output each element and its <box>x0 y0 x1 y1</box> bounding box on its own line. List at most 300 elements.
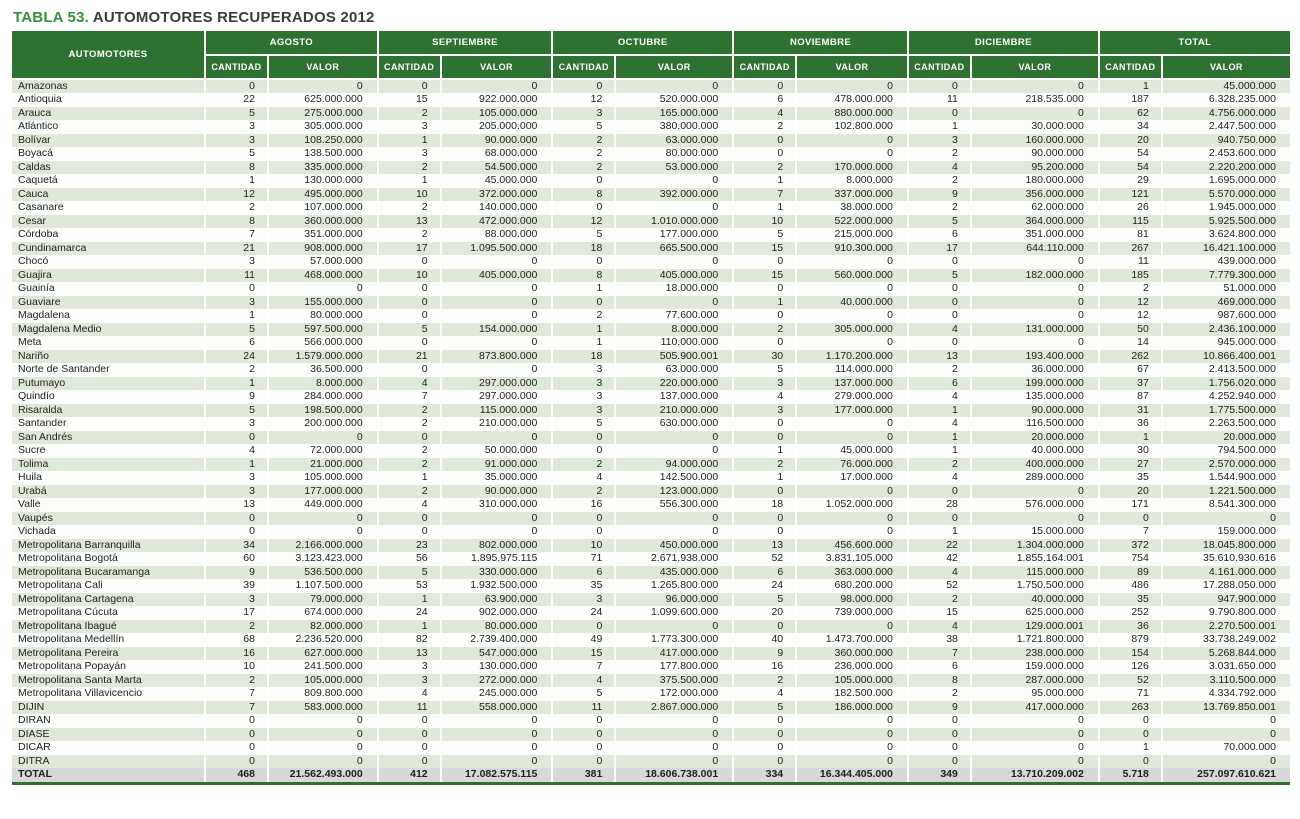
cantidad-value: 20 <box>1099 134 1162 148</box>
row-label: Metropolitana Popayán <box>12 660 205 674</box>
cantidad-value: 36 <box>1099 417 1162 431</box>
valor-value: 392.000.000 <box>615 188 733 202</box>
cantidad-value: 0 <box>205 431 268 445</box>
cantidad-value: 9 <box>205 390 268 404</box>
valor-value: 0 <box>1162 714 1290 728</box>
valor-value: 45.000.000 <box>796 444 908 458</box>
valor-value: 922.000.000 <box>441 93 553 107</box>
valor-value: 1.099.600.000 <box>615 606 733 620</box>
table-row <box>12 174 1290 188</box>
cantidad-value: 0 <box>378 79 441 93</box>
cantidad-value: 7 <box>205 701 268 715</box>
cantidad-value: 0 <box>733 336 796 350</box>
cantidad-value: 8 <box>552 269 615 283</box>
valor-value: 140.000.000 <box>441 201 553 215</box>
table-row <box>12 107 1290 121</box>
cantidad-value: 0 <box>908 728 971 742</box>
cantidad-value: 0 <box>1099 512 1162 526</box>
column-header-cantidad: CANTIDAD <box>1099 55 1162 79</box>
valor-value: 62.000.000 <box>971 201 1099 215</box>
cantidad-value: 1 <box>908 431 971 445</box>
cantidad-value: 4 <box>908 417 971 431</box>
valor-value: 0 <box>441 296 553 310</box>
cantidad-value: 16 <box>733 660 796 674</box>
table-row <box>12 687 1290 701</box>
valor-value: 177.000.000 <box>796 404 908 418</box>
cantidad-value: 3 <box>733 404 796 418</box>
cantidad-value: 3 <box>552 404 615 418</box>
valor-value: 945.000.000 <box>1162 336 1290 350</box>
cantidad-value: 13 <box>908 350 971 364</box>
valor-value: 10.866.400.001 <box>1162 350 1290 364</box>
cantidad-value: 4 <box>378 377 441 391</box>
table-row <box>12 539 1290 553</box>
cantidad-value: 1 <box>378 134 441 148</box>
valor-value: 665.500.000 <box>615 242 733 256</box>
cantidad-value: 30 <box>1099 444 1162 458</box>
valor-value: 105.000.000 <box>796 674 908 688</box>
cantidad-value: 68 <box>205 633 268 647</box>
valor-value: 9.790.800.000 <box>1162 606 1290 620</box>
valor-value: 337.000.000 <box>796 188 908 202</box>
cantidad-value: 5 <box>205 404 268 418</box>
valor-value: 107.000.000 <box>268 201 378 215</box>
cantidad-value: 54 <box>1099 147 1162 161</box>
cantidad-value: 2 <box>205 620 268 634</box>
table-row <box>12 606 1290 620</box>
valor-value: 0 <box>615 728 733 742</box>
row-label: Caquetá <box>12 174 205 188</box>
valor-value: 0 <box>1162 755 1290 769</box>
table-row <box>12 566 1290 580</box>
row-label: Nariño <box>12 350 205 364</box>
cantidad-value: 22 <box>908 539 971 553</box>
valor-value: 625.000.000 <box>971 606 1099 620</box>
valor-value: 947.900.000 <box>1162 593 1290 607</box>
valor-value: 80.000.000 <box>441 620 553 634</box>
table-row <box>12 620 1290 634</box>
column-header-cantidad: CANTIDAD <box>378 55 441 79</box>
cantidad-value: 0 <box>205 512 268 526</box>
table-row <box>12 188 1290 202</box>
table-row <box>12 120 1290 134</box>
column-header-automotores: AUTOMOTORES <box>12 31 205 79</box>
valor-value: 0 <box>796 147 908 161</box>
table-row <box>12 215 1290 229</box>
valor-value: 102.800.000 <box>796 120 908 134</box>
valor-value: 2.166.000.000 <box>268 539 378 553</box>
cantidad-value: 372 <box>1099 539 1162 553</box>
row-label: Cauca <box>12 188 205 202</box>
cantidad-value: 0 <box>378 728 441 742</box>
valor-value: 435.000.000 <box>615 566 733 580</box>
valor-value: 159.000.000 <box>971 660 1099 674</box>
valor-value: 0 <box>971 485 1099 499</box>
valor-value: 218.535.000 <box>971 93 1099 107</box>
cantidad-value: 0 <box>908 336 971 350</box>
valor-value: 4.252.940.000 <box>1162 390 1290 404</box>
cantidad-value: 67 <box>1099 363 1162 377</box>
valor-value: 129.000.001 <box>971 620 1099 634</box>
valor-value: 495.000.000 <box>268 188 378 202</box>
cantidad-value: 52 <box>733 552 796 566</box>
cantidad-value: 18 <box>733 498 796 512</box>
valor-value: 940.750.000 <box>1162 134 1290 148</box>
valor-value: 210.000.000 <box>615 404 733 418</box>
valor-value: 220.000.000 <box>615 377 733 391</box>
valor-value: 94.000.000 <box>615 458 733 472</box>
cantidad-value: 0 <box>908 282 971 296</box>
valor-value: 439.000.000 <box>1162 255 1290 269</box>
cantidad-value: 0 <box>733 525 796 539</box>
cantidad-value: 4 <box>908 323 971 337</box>
cantidad-value: 381 <box>552 768 615 783</box>
valor-value: 520.000.000 <box>615 93 733 107</box>
row-label: Córdoba <box>12 228 205 242</box>
valor-value: 160.000.000 <box>971 134 1099 148</box>
cantidad-value: 50 <box>1099 323 1162 337</box>
valor-value: 18.606.738.001 <box>615 768 733 783</box>
valor-value: 1.932.500.000 <box>441 579 553 593</box>
valor-value: 4.756.000.000 <box>1162 107 1290 121</box>
cantidad-value: 28 <box>908 498 971 512</box>
valor-value: 18.000.000 <box>615 282 733 296</box>
valor-value: 363.000.000 <box>796 566 908 580</box>
cantidad-value: 0 <box>733 431 796 445</box>
valor-value: 205.000.000 <box>441 120 553 134</box>
cantidad-value: 4 <box>733 687 796 701</box>
valor-value: 380.000.000 <box>615 120 733 134</box>
cantidad-value: 62 <box>1099 107 1162 121</box>
row-label: Quindío <box>12 390 205 404</box>
cantidad-value: 21 <box>205 242 268 256</box>
valor-value: 456.600.000 <box>796 539 908 553</box>
table-row <box>12 296 1290 310</box>
cantidad-value: 1 <box>1099 741 1162 755</box>
row-label: Bolívar <box>12 134 205 148</box>
valor-value: 0 <box>971 728 1099 742</box>
valor-value: 356.000.000 <box>971 188 1099 202</box>
valor-value: 0 <box>615 714 733 728</box>
valor-value: 472.000.000 <box>441 215 553 229</box>
valor-value: 0 <box>268 741 378 755</box>
cantidad-value: 2 <box>1099 282 1162 296</box>
valor-value: 154.000.000 <box>441 323 553 337</box>
cantidad-value: 27 <box>1099 458 1162 472</box>
valor-value: 1.773.300.000 <box>615 633 733 647</box>
table-row <box>12 255 1290 269</box>
cantidad-value: 1 <box>378 174 441 188</box>
valor-value: 2.236.520.000 <box>268 633 378 647</box>
valor-value: 375.500.000 <box>615 674 733 688</box>
valor-value: 560.000.000 <box>796 269 908 283</box>
cantidad-value: 0 <box>733 417 796 431</box>
cantidad-value: 38 <box>908 633 971 647</box>
cantidad-value: 10 <box>552 539 615 553</box>
cantidad-value: 0 <box>378 431 441 445</box>
valor-value: 272.000.000 <box>441 674 553 688</box>
valor-value: 1.855.164.001 <box>971 552 1099 566</box>
valor-value: 0 <box>971 741 1099 755</box>
row-label: Meta <box>12 336 205 350</box>
cantidad-value: 24 <box>733 579 796 593</box>
valor-value: 0 <box>796 255 908 269</box>
cantidad-value: 11 <box>908 93 971 107</box>
cantidad-value: 7 <box>205 687 268 701</box>
valor-value: 2.570.000.000 <box>1162 458 1290 472</box>
valor-value: 30.000.000 <box>971 120 1099 134</box>
cantidad-value: 2 <box>552 309 615 323</box>
cantidad-value: 0 <box>552 620 615 634</box>
cantidad-value: 71 <box>1099 687 1162 701</box>
cantidad-value: 187 <box>1099 93 1162 107</box>
valor-value: 3.831.105.000 <box>796 552 908 566</box>
cantidad-value: 39 <box>205 579 268 593</box>
cantidad-value: 89 <box>1099 566 1162 580</box>
table-row <box>12 363 1290 377</box>
cantidad-value: 7 <box>733 188 796 202</box>
cantidad-value: 9 <box>205 566 268 580</box>
cantidad-value: 20 <box>733 606 796 620</box>
valor-value: 2.220.200.000 <box>1162 161 1290 175</box>
valor-value: 597.500.000 <box>268 323 378 337</box>
cantidad-value: 15 <box>733 269 796 283</box>
valor-value: 802.000.000 <box>441 539 553 553</box>
row-label: Guaviare <box>12 296 205 310</box>
cantidad-value: 5 <box>552 417 615 431</box>
valor-value: 1.052.000.000 <box>796 498 908 512</box>
valor-value: 469.000.000 <box>1162 296 1290 310</box>
cantidad-value: 0 <box>733 282 796 296</box>
cantidad-value: 8 <box>552 188 615 202</box>
valor-value: 576.000.000 <box>971 498 1099 512</box>
column-header-valor: VALOR <box>268 55 378 79</box>
cantidad-value: 4 <box>378 687 441 701</box>
valor-value: 1.895.975.115 <box>441 552 553 566</box>
column-header-valor: VALOR <box>796 55 908 79</box>
row-label: Atlántico <box>12 120 205 134</box>
cantidad-value: 185 <box>1099 269 1162 283</box>
cantidad-value: 0 <box>552 296 615 310</box>
valor-value: 95.200.000 <box>971 161 1099 175</box>
row-label: Vaupés <box>12 512 205 526</box>
valor-value: 2.413.500.000 <box>1162 363 1290 377</box>
cantidad-value: 1 <box>552 282 615 296</box>
valor-value: 8.541.300.000 <box>1162 498 1290 512</box>
cantidad-value: 53 <box>378 579 441 593</box>
row-label: Metropolitana Ibagué <box>12 620 205 634</box>
cantidad-value: 3 <box>378 660 441 674</box>
row-label: Valle <box>12 498 205 512</box>
valor-value: 40.000.000 <box>971 444 1099 458</box>
cantidad-value: 4 <box>205 444 268 458</box>
cantidad-value: 7 <box>205 228 268 242</box>
valor-value: 0 <box>615 201 733 215</box>
cantidad-value: 1 <box>552 323 615 337</box>
cantidad-value: 0 <box>552 79 615 93</box>
table-header <box>12 31 1290 79</box>
valor-value: 88.000.000 <box>441 228 553 242</box>
total-row <box>12 768 1290 783</box>
valor-value: 6.328.235.000 <box>1162 93 1290 107</box>
valor-value: 36.000.000 <box>971 363 1099 377</box>
cantidad-value: 0 <box>1099 714 1162 728</box>
cantidad-value: 3 <box>378 674 441 688</box>
valor-value: 0 <box>971 336 1099 350</box>
cantidad-value: 2 <box>552 485 615 499</box>
cantidad-value: 4 <box>733 107 796 121</box>
valor-value: 50.000.000 <box>441 444 553 458</box>
valor-value: 13.769.850.001 <box>1162 701 1290 715</box>
row-label: Tolima <box>12 458 205 472</box>
cantidad-value: 0 <box>908 512 971 526</box>
valor-value: 3.031.650.000 <box>1162 660 1290 674</box>
cantidad-value: 7 <box>552 660 615 674</box>
valor-value: 135.000.000 <box>971 390 1099 404</box>
cantidad-value: 0 <box>552 431 615 445</box>
valor-value: 1.775.500.000 <box>1162 404 1290 418</box>
valor-value: 0 <box>441 431 553 445</box>
valor-value: 0 <box>615 444 733 458</box>
valor-value: 522.000.000 <box>796 215 908 229</box>
cantidad-value: 13 <box>378 647 441 661</box>
valor-value: 90.000.000 <box>441 134 553 148</box>
table-body <box>12 79 1290 768</box>
valor-value: 0 <box>1162 728 1290 742</box>
valor-value: 0 <box>796 755 908 769</box>
valor-value: 405.000.000 <box>615 269 733 283</box>
valor-value: 297.000.000 <box>441 390 553 404</box>
row-label: Urabá <box>12 485 205 499</box>
cantidad-value: 9 <box>908 701 971 715</box>
valor-value: 36.500.000 <box>268 363 378 377</box>
cantidad-value: 0 <box>733 512 796 526</box>
column-header-month: OCTUBRE <box>552 31 733 55</box>
valor-value: 170.000.000 <box>796 161 908 175</box>
valor-value: 17.288.050.000 <box>1162 579 1290 593</box>
row-label: Magdalena <box>12 309 205 323</box>
cantidad-value: 5 <box>552 120 615 134</box>
row-label: Amazonas <box>12 79 205 93</box>
cantidad-value: 30 <box>733 350 796 364</box>
cantidad-value: 3 <box>205 255 268 269</box>
valor-value: 90.000.000 <box>971 147 1099 161</box>
valor-value: 558.000.000 <box>441 701 553 715</box>
valor-value: 8.000.000 <box>615 323 733 337</box>
cantidad-value: 1 <box>908 444 971 458</box>
cantidad-value: 2 <box>378 107 441 121</box>
row-label: Guainía <box>12 282 205 296</box>
valor-value: 1.170.200.000 <box>796 350 908 364</box>
row-label: Cesar <box>12 215 205 229</box>
cantidad-value: 2 <box>733 458 796 472</box>
cantidad-value: 349 <box>908 768 971 783</box>
cantidad-value: 4 <box>908 471 971 485</box>
cantidad-value: 0 <box>1099 728 1162 742</box>
valor-value: 96.000.000 <box>615 593 733 607</box>
valor-value: 0 <box>441 755 553 769</box>
valor-value: 372.000.000 <box>441 188 553 202</box>
cantidad-value: 52 <box>1099 674 1162 688</box>
valor-value: 3.110.500.000 <box>1162 674 1290 688</box>
valor-value: 2.453.600.000 <box>1162 147 1290 161</box>
page-title <box>13 9 1300 26</box>
valor-value: 155.000.000 <box>268 296 378 310</box>
valor-value: 0 <box>441 336 553 350</box>
valor-value: 1.265.800.000 <box>615 579 733 593</box>
cantidad-value: 2 <box>378 404 441 418</box>
valor-value: 1.010.000.000 <box>615 215 733 229</box>
cantidad-value: 8 <box>205 161 268 175</box>
cantidad-value: 3 <box>205 296 268 310</box>
valor-value: 674.000.000 <box>268 606 378 620</box>
table-row <box>12 444 1290 458</box>
valor-value: 77.600.000 <box>615 309 733 323</box>
valor-value: 908.000.000 <box>268 242 378 256</box>
cantidad-value: 56 <box>378 552 441 566</box>
row-label: Risaralda <box>12 404 205 418</box>
valor-value: 0 <box>268 79 378 93</box>
cantidad-value: 5 <box>378 323 441 337</box>
cantidad-value: 0 <box>552 741 615 755</box>
cantidad-value: 2 <box>733 161 796 175</box>
cantidad-value: 0 <box>378 309 441 323</box>
valor-value: 91.000.000 <box>441 458 553 472</box>
valor-value: 70.000.000 <box>1162 741 1290 755</box>
cantidad-value: 1 <box>733 444 796 458</box>
table-row <box>12 674 1290 688</box>
cantidad-value: 0 <box>552 201 615 215</box>
table-row <box>12 512 1290 526</box>
valor-value: 98.000.000 <box>796 593 908 607</box>
valor-value: 0 <box>615 431 733 445</box>
row-label: Metropolitana Cúcuta <box>12 606 205 620</box>
cantidad-value: 1 <box>552 336 615 350</box>
column-header-month: DICIEMBRE <box>908 31 1099 55</box>
cantidad-value: 154 <box>1099 647 1162 661</box>
cantidad-value: 2 <box>378 485 441 499</box>
column-header-month: TOTAL <box>1099 31 1290 55</box>
valor-value: 0 <box>971 755 1099 769</box>
valor-value: 108.250.000 <box>268 134 378 148</box>
row-label: Guajira <box>12 269 205 283</box>
valor-value: 0 <box>441 741 553 755</box>
cantidad-value: 12 <box>552 93 615 107</box>
valor-value: 1.304.000.000 <box>971 539 1099 553</box>
cantidad-value: 5 <box>552 228 615 242</box>
recovered-vehicles-table <box>12 31 1290 785</box>
valor-value: 2.739.400.000 <box>441 633 553 647</box>
valor-value: 0 <box>441 714 553 728</box>
table-row <box>12 728 1290 742</box>
table-row <box>12 471 1290 485</box>
valor-value: 0 <box>971 296 1099 310</box>
valor-value: 2.436.100.000 <box>1162 323 1290 337</box>
cantidad-value: 1 <box>205 377 268 391</box>
cantidad-value: 2 <box>908 687 971 701</box>
header-group-row <box>12 31 1290 55</box>
cantidad-value: 5 <box>205 107 268 121</box>
cantidad-value: 24 <box>378 606 441 620</box>
valor-value: 15.000.000 <box>971 525 1099 539</box>
valor-value: 177.800.000 <box>615 660 733 674</box>
table-row <box>12 336 1290 350</box>
cantidad-value: 5 <box>205 323 268 337</box>
table-title-text: AUTOMOTORES RECUPERADOS 2012 <box>92 9 375 26</box>
cantidad-value: 16 <box>205 647 268 661</box>
cantidad-value: 1 <box>908 120 971 134</box>
cantidad-value: 3 <box>552 593 615 607</box>
